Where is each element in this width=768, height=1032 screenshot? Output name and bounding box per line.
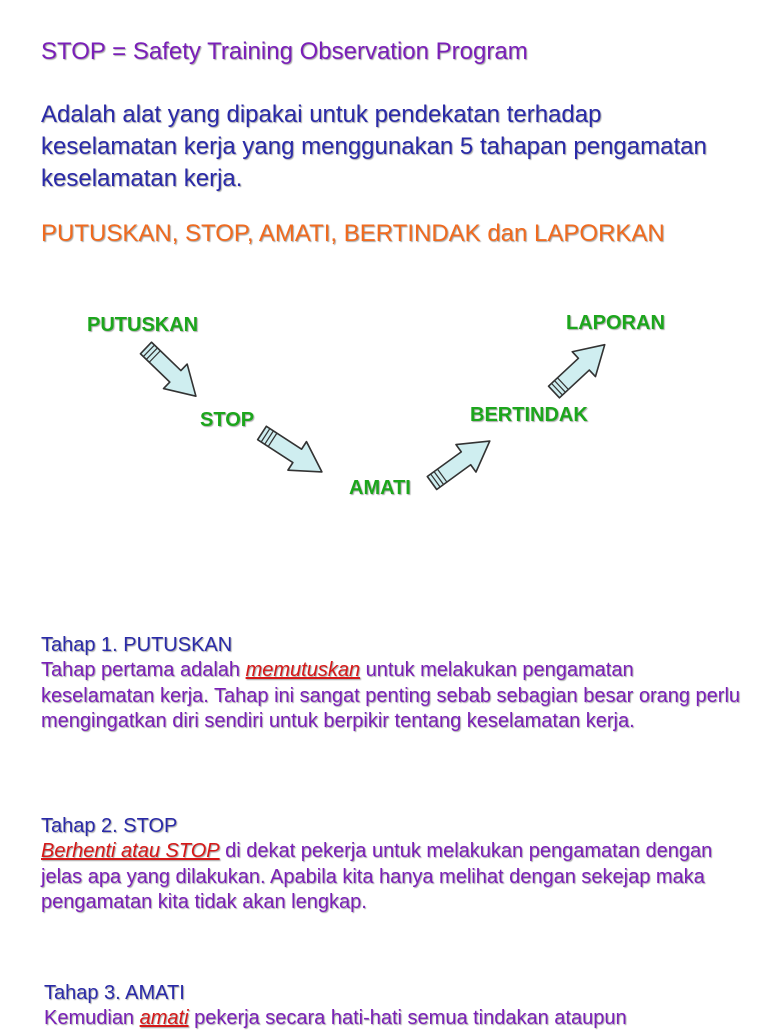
body-text: Tahap pertama adalah <box>41 659 246 681</box>
slide-title: STOP = Safety Training Observation Program <box>41 38 528 65</box>
body-emphasis: amati <box>139 1007 189 1029</box>
body-text: untuk melakukan pengamatan keselamatan kerja. Tahap ini sangat penting sebab sebagian besar orang perlu mengingatkan diri sendiri untuk berpikir tentang keselamatan kerja. <box>41 659 741 732</box>
node-laporan: LAPORAN <box>566 312 665 334</box>
section-body <box>44 1006 744 1032</box>
stop-flow-diagram <box>0 280 768 520</box>
section-tahap-2 <box>41 813 741 916</box>
section-heading: Tahap 3. AMATI <box>44 982 185 1004</box>
body-emphasis: memutuskan <box>245 659 361 681</box>
stages-line: PUTUSKAN, STOP, AMATI, BERTINDAK dan LAPORKAN <box>41 220 665 247</box>
section-heading: Tahap 1. PUTUSKAN <box>41 634 233 656</box>
arrow-amati-to-bertindak <box>422 427 500 496</box>
node-amati: AMATI <box>349 477 411 499</box>
body-text: Kemudian <box>44 1007 140 1029</box>
arrow-bertindak-to-laporan <box>542 332 616 404</box>
section-tahap-1 <box>41 632 741 735</box>
node-putuskan: PUTUSKAN <box>87 314 199 336</box>
node-bertindak: BERTINDAK <box>470 404 588 426</box>
body-text: pekerja secara hati-hati semua tindakan ataupun <box>188 1007 627 1029</box>
section-body <box>41 658 741 735</box>
intro-paragraph: Adalah alat yang dipakai untuk pendekatan terhadap keselamatan kerja yang menggunakan 5 tahapan pengamatan keselamatan kerja. <box>41 101 707 192</box>
section-heading: Tahap 2. STOP <box>41 815 178 837</box>
arrow-stop-to-amati <box>253 419 331 486</box>
body-emphasis: Berhenti atau STOP <box>41 840 220 862</box>
section-body <box>41 839 741 916</box>
node-stop: STOP <box>200 409 255 431</box>
body-text: di dekat pekerja untuk melakukan pengamatan dengan jelas apa yang dilakukan. Apabila kita hanya melihat dengan sekejap maka pengamatan kita tidak akan lengkap. <box>41 840 713 913</box>
arrow-putuskan-to-stop <box>134 336 208 409</box>
